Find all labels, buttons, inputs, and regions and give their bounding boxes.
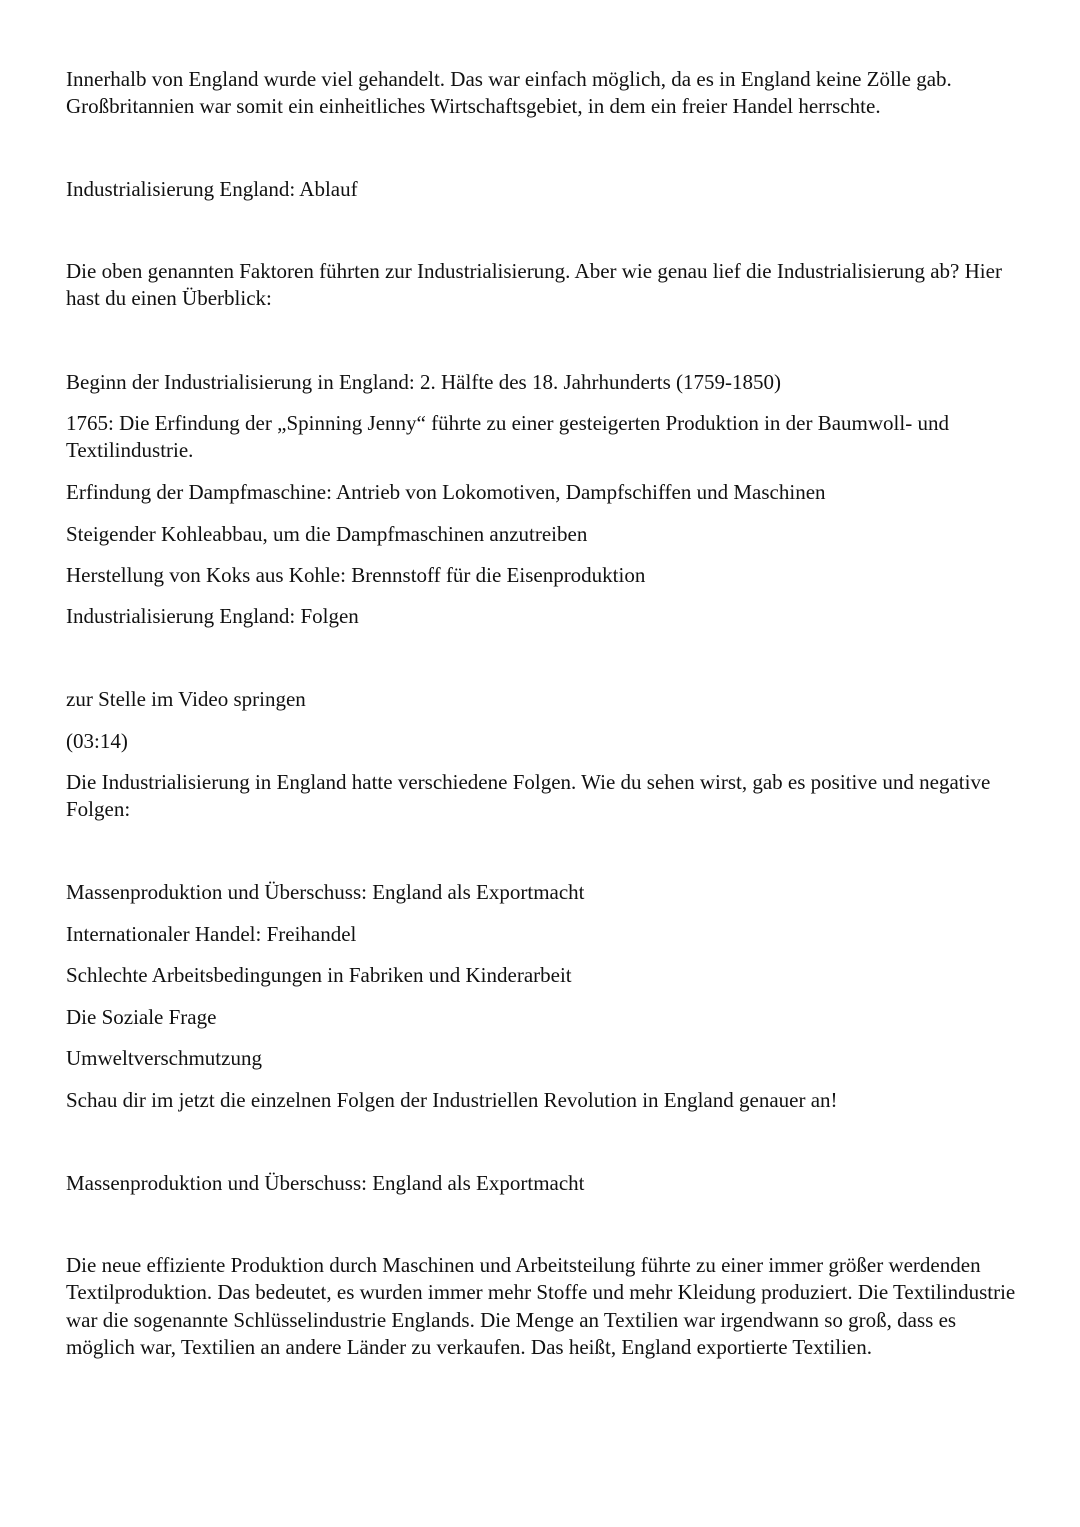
video-jump-link[interactable]: zur Stelle im Video springen [66, 687, 306, 711]
list-item: Schlechte Arbeitsbedingungen in Fabriken und Kinderarbeit [66, 963, 572, 987]
list-item: Massenproduktion und Überschuss: England als Exportmacht [66, 880, 585, 904]
paragraph-folgen-intro: Die Industrialisierung in England hatte verschiedene Folgen. Wie du sehen wirst, gab es positive und negative Folgen: [66, 770, 991, 822]
list-item: Beginn der Industrialisierung in England: 2. Hälfte des 18. Jahrhunderts (1759-1850) [66, 370, 782, 394]
list-item: 1765: Die Erfindung der „Spinning Jenny“ führte zu einer gesteigerten Produktion in der Baumwoll- und Textilindustrie. [66, 411, 949, 463]
paragraph-outro: Schau dir im jetzt die einzelnen Folgen der Industriellen Revolution in England genauer an! [66, 1088, 838, 1112]
list-item: Die Soziale Frage [66, 1005, 217, 1029]
list-item: Herstellung von Koks aus Kohle: Brennstoff für die Eisenproduktion [66, 563, 646, 587]
list-item: Internationaler Handel: Freihandel [66, 922, 357, 946]
heading-ablauf: Industrialisierung England: Ablauf [66, 177, 358, 201]
paragraph-trade: Innerhalb von England wurde viel gehandelt. Das war einfach möglich, da es in England keine Zölle gab. Großbritannien war somit ein einheitliches Wirtschaftsgebiet, in dem ein freier Handel herrschte. [66, 67, 952, 119]
video-timestamp: (03:14) [66, 729, 128, 753]
heading-massenproduktion: Massenproduktion und Überschuss: England als Exportmacht [66, 1171, 585, 1195]
list-item: Erfindung der Dampfmaschine: Antrieb von Lokomotiven, Dampfschiffen und Maschinen [66, 480, 826, 504]
paragraph-textil: Die neue effiziente Produktion durch Maschinen und Arbeitsteilung führte zu einer immer größer werdenden Textilproduktion. Das bedeutet, es wurden immer mehr Stoffe und mehr Kleidung produziert. Die Textilindustrie war die sogenannte Schlüsselindustrie Englands. Die Menge an Textilien war irgendwann so groß, dass es möglich war, Textilien an andere Länder zu verkaufen. Das heißt, England exportierte Textilien. [66, 1253, 1016, 1359]
paragraph-intro: Die oben genannten Faktoren führten zur Industrialisierung. Aber wie genau lief die Industrialisierung ab? Hier hast du einen Überblick: [66, 259, 1002, 311]
list-item: Umweltverschmutzung [66, 1046, 262, 1070]
heading-folgen: Industrialisierung England: Folgen [66, 604, 359, 628]
list-item: Steigender Kohleabbau, um die Dampfmaschinen anzutreiben [66, 522, 588, 546]
